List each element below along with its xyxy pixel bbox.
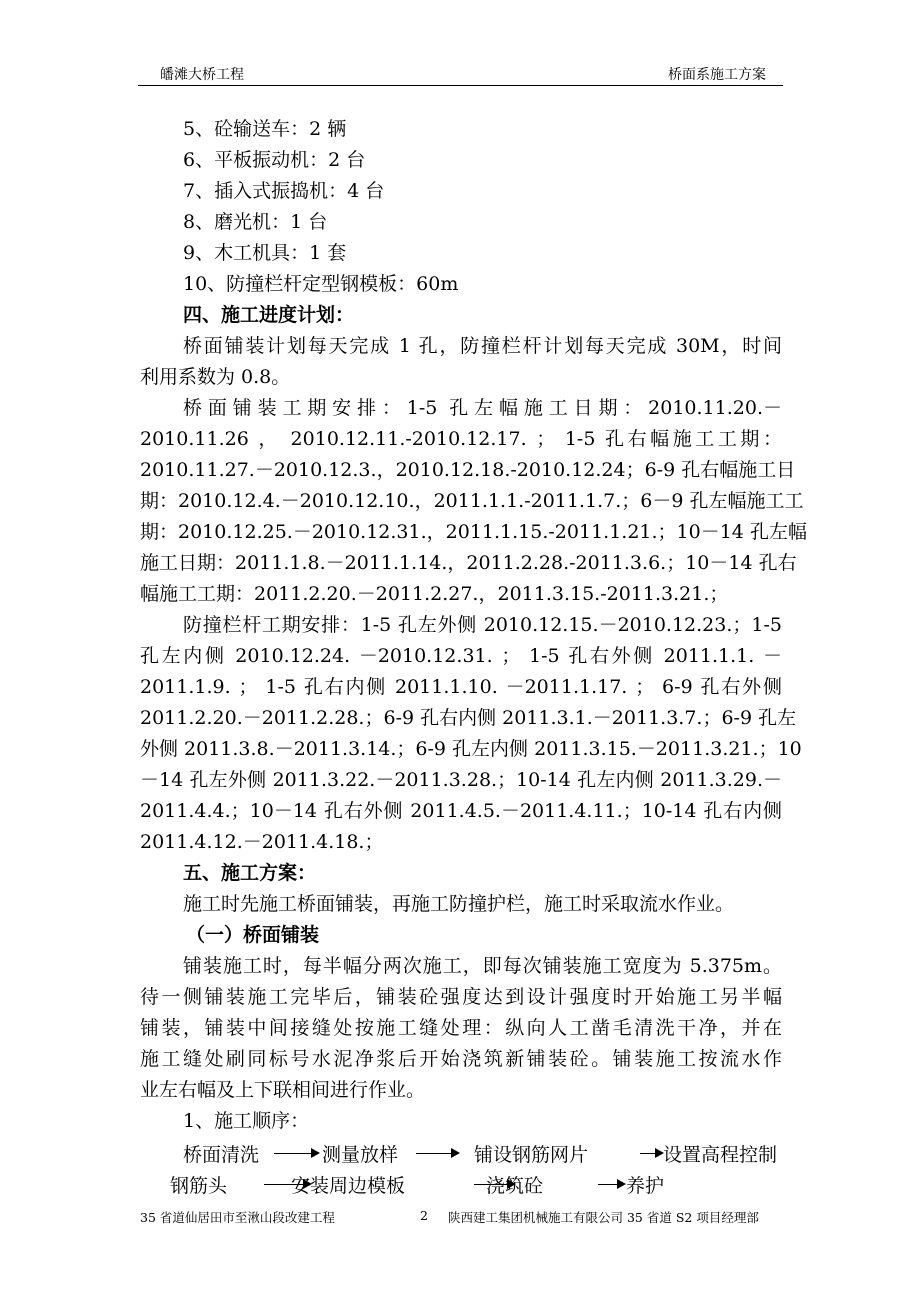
section5-p-line: 铺装施工时，每半幅分两次施工，即每次铺装施工宽度为 5.375m。 [183,955,782,977]
flow-step: 桥面清洗 [183,1144,260,1166]
section4-p3-line: 2011.2.20.－2011.2.28.；6-9 孔右内侧 2011.3.1.－2011.3.7.；6-9 孔左 [140,707,797,729]
footer-right: 陕西建工集团机械施工有限公司 35 省道 S2 项目经理部 [448,1210,759,1225]
section4-p3-line: 孔左内侧 2010.12.24. －2010.12.31. ； 1-5 孔右外侧 2011.1.1. － [140,645,782,667]
footer-left: 35 省道仙居田市至湫山段改建工程 [140,1210,335,1225]
header-right: 桥面系施工方案 [668,67,766,83]
equipment-item: 6、平板振动机：2 台 [183,149,366,171]
arrow-right-icon [640,1153,662,1154]
section4-p1-line: 桥面铺装计划每天完成 1 孔，防撞栏杆计划每天完成 30M，时间 [183,335,782,357]
equipment-item: 5、砼输送车：2 辆 [183,118,347,140]
flow-step: 铺设钢筋网片 [474,1144,589,1166]
section4-p2-line: 幅施工工期：2011.2.20.－2011.2.27.，2011.3.15.-2011.3.21.； [140,583,729,605]
section4-p2-line: 期：2010.12.4.－2010.12.10.，2011.1.1.-2011.1.7.；6－9 孔左幅施工工 [140,490,804,512]
section4-p3-line: 2011.4.12.－2011.4.18.； [140,831,384,853]
section4-p3-line: －14 孔左外侧 2011.3.22.－2011.3.28.；10-14 孔左内侧 2011.3.29.－ [140,769,782,791]
section4-p2-line: 桥面铺装工期安排：1-5 孔左幅施工日期：2010.11.20.－ [183,397,782,419]
arrow-right-icon [274,1153,318,1154]
section4-p3-line: 外侧 2011.3.8.－2011.3.14.；6-9 孔左内侧 2011.3.15.－2011.3.21.；10 [140,738,802,760]
section4-p2-line: 期：2010.12.25.－2010.12.31.，2011.1.15.-2011.1.21.；10－14 孔左幅 [140,521,807,543]
section5-p-line: 铺装，铺装中间接缝处按施工缝处理：纵向人工凿毛清洗干净，并在 [140,1017,782,1039]
arrow-right-icon [598,1184,624,1185]
flow-step: 浇筑砼 [486,1175,544,1197]
section4-p1-line: 利用系数为 0.8。 [140,366,291,388]
section4-p3-line: 2011.1.9. ； 1-5 孔右内侧 2011.1.10. －2011.1.17. ； 6-9 孔右外侧 [140,676,782,698]
header-left: 皤滩大桥工程 [160,67,244,83]
section4-p2-line: 施工日期：2011.1.8.－2011.1.14.，2011.2.28.-2011.3.6.；10－14 孔右 [140,552,797,574]
section4-p2-line: 2010.11.27.－2010.12.3.，2010.12.18.-2010.12.24；6-9 孔右幅施工日 [140,459,796,481]
flow-step: 安装周边模板 [291,1175,406,1197]
order-title: 1、施工顺序： [183,1110,310,1132]
flow-step: 测量放样 [322,1144,399,1166]
section4-p3-line: 防撞栏杆工期安排：1-5 孔左外侧 2010.12.15.－2010.12.23.；1-5 [183,614,782,636]
section5-p-line: 施工缝处刷同标号水泥净浆后开始浇筑新铺装砼。铺装施工按流水作 [140,1048,782,1070]
equipment-item: 9、木工机具：1 套 [183,242,347,264]
section5-p-line: 业左右幅及上下联相间进行作业。 [140,1079,426,1101]
section5-p-line: 待一侧铺装施工完毕后，铺装砼强度达到设计强度时开始施工另半幅 [140,986,782,1008]
section4-title: 四、施工进度计划： [183,304,355,326]
equipment-item: 7、插入式振捣机：4 台 [183,180,385,202]
section4-p3-line: 2011.4.4.；10－14 孔右外侧 2011.4.5.－2011.4.11.；10-14 孔右内侧 [140,800,782,822]
section5-intro: 施工时先施工桥面铺装，再施工防撞护栏，施工时采取流水作业。 [183,893,735,915]
section4-p2-line: 2010.11.26 ， 2010.12.11.-2010.12.17. ； 1-5 孔右幅施工工期： [140,428,782,450]
header-rule [138,85,783,86]
equipment-item: 8、磨光机：1 台 [183,211,328,233]
page-number: 2 [420,1208,428,1223]
flow-step: 养护 [626,1175,665,1197]
section5-subtitle: （一）桥面铺装 [186,924,320,946]
flow-step: 设置高程控制 [663,1144,778,1166]
arrow-right-icon [416,1153,458,1154]
section5-title: 五、施工方案： [183,862,317,884]
flow-step: 钢筋头 [170,1175,228,1197]
equipment-item: 10、防撞栏杆定型钢模板：60m [183,273,459,295]
